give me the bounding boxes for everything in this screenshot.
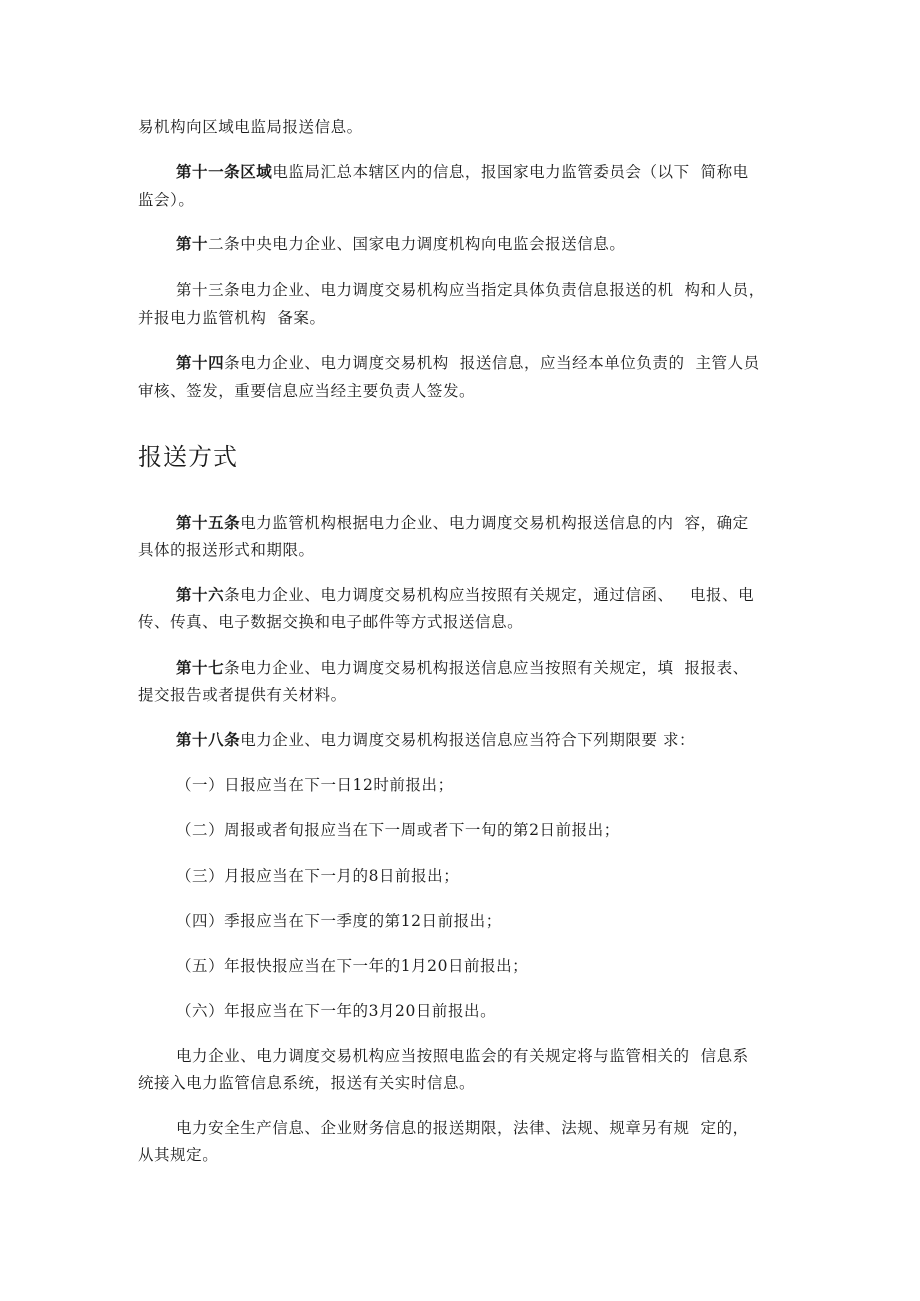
article-17-line-1: [176, 658, 749, 678]
article-16-lead: 第十六: [176, 585, 225, 604]
intro-tail: 易机构向区域电监局报送信息。: [138, 118, 363, 136]
article-13-line-1: 第十三条电力企业、电力调度交易机构应当指定具体负责信息报送的机 构和人员，: [176, 281, 765, 299]
article-13-line-2: 并报电力监管机构 备案。: [138, 309, 326, 327]
deadline-item-6: （六）年报应当在下一年的3月20日前报出。: [176, 1002, 497, 1020]
article-14-line-1: [176, 353, 760, 373]
deadline-item-3: （三）月报应当在下一月的8日前报出；: [176, 867, 460, 885]
article-17-lead: 第十七: [176, 658, 225, 677]
deadline-item-2: （二）周报或者旬报应当在下一周或者下一旬的第2日前报出；: [176, 821, 620, 839]
deadline-item-1: （一）日报应当在下一日12时前报出；: [176, 776, 454, 794]
article-16-text: 条电力企业、电力调度交易机构应当按照有关规定，通过信函、 电报、电: [224, 586, 755, 604]
safety-line-1: 电力安全生产信息、企业财务信息的报送期限，法律、法规、规章另有规 定的，: [176, 1119, 749, 1137]
article-11-line-2: 监会）。: [138, 191, 195, 209]
article-12: [176, 234, 625, 254]
article-14-text: 条电力企业、电力调度交易机构 报送信息，应当经本单位负责的 主管人员: [224, 354, 760, 372]
article-12-lead: 第十: [176, 234, 209, 253]
article-18: [176, 730, 695, 750]
article-18-text: 电力企业、电力调度交易机构报送信息应当符合下列期限要 求：: [240, 731, 696, 749]
article-12-text: 二条中央电力企业、国家电力调度机构向电监会报送信息。: [208, 235, 626, 253]
article-11-lead: 第十一条区域: [176, 162, 273, 181]
article-15-line-2: 具体的报送形式和期限。: [138, 541, 315, 559]
article-16-line-2: 传、传真、电子数据交换和电子邮件等方式报送信息。: [138, 613, 524, 631]
deadline-item-5: （五）年报快报应当在下一年的1月20日前报出；: [176, 957, 529, 975]
article-17-text: 条电力企业、电力调度交易机构报送信息应当按照有关规定，填 报报表、: [224, 659, 749, 677]
article-14-lead: 第十四: [176, 353, 225, 372]
article-16-line-1: [176, 585, 754, 605]
article-18-lead: 第十八条: [176, 730, 241, 749]
deadline-item-4: （四）季报应当在下一季度的第12日前报出；: [176, 912, 502, 930]
article-17-line-2: 提交报告或者提供有关材料。: [138, 686, 347, 704]
article-11-text: 电监局汇总本辖区内的信息，报国家电力监管委员会（以下 简称电: [272, 163, 749, 181]
article-15-text: 电力监管机构根据电力企业、电力调度交易机构报送信息的内 容，确定: [240, 514, 749, 532]
safety-line-2: 从其规定。: [138, 1146, 219, 1164]
section-heading: 报送方式: [138, 443, 238, 471]
article-15-lead: 第十五条: [176, 513, 241, 532]
realtime-line-1: 电力企业、电力调度交易机构应当按照电监会的有关规定将与监管相关的 信息系: [176, 1047, 749, 1065]
realtime-line-2: 统接入电力监管信息系统，报送有关实时信息。: [138, 1074, 476, 1092]
article-15-line-1: [176, 513, 749, 533]
article-11-line-1: [176, 162, 749, 182]
article-14-line-2: 审核、签发，重要信息应当经主要负责人签发。: [138, 382, 476, 400]
